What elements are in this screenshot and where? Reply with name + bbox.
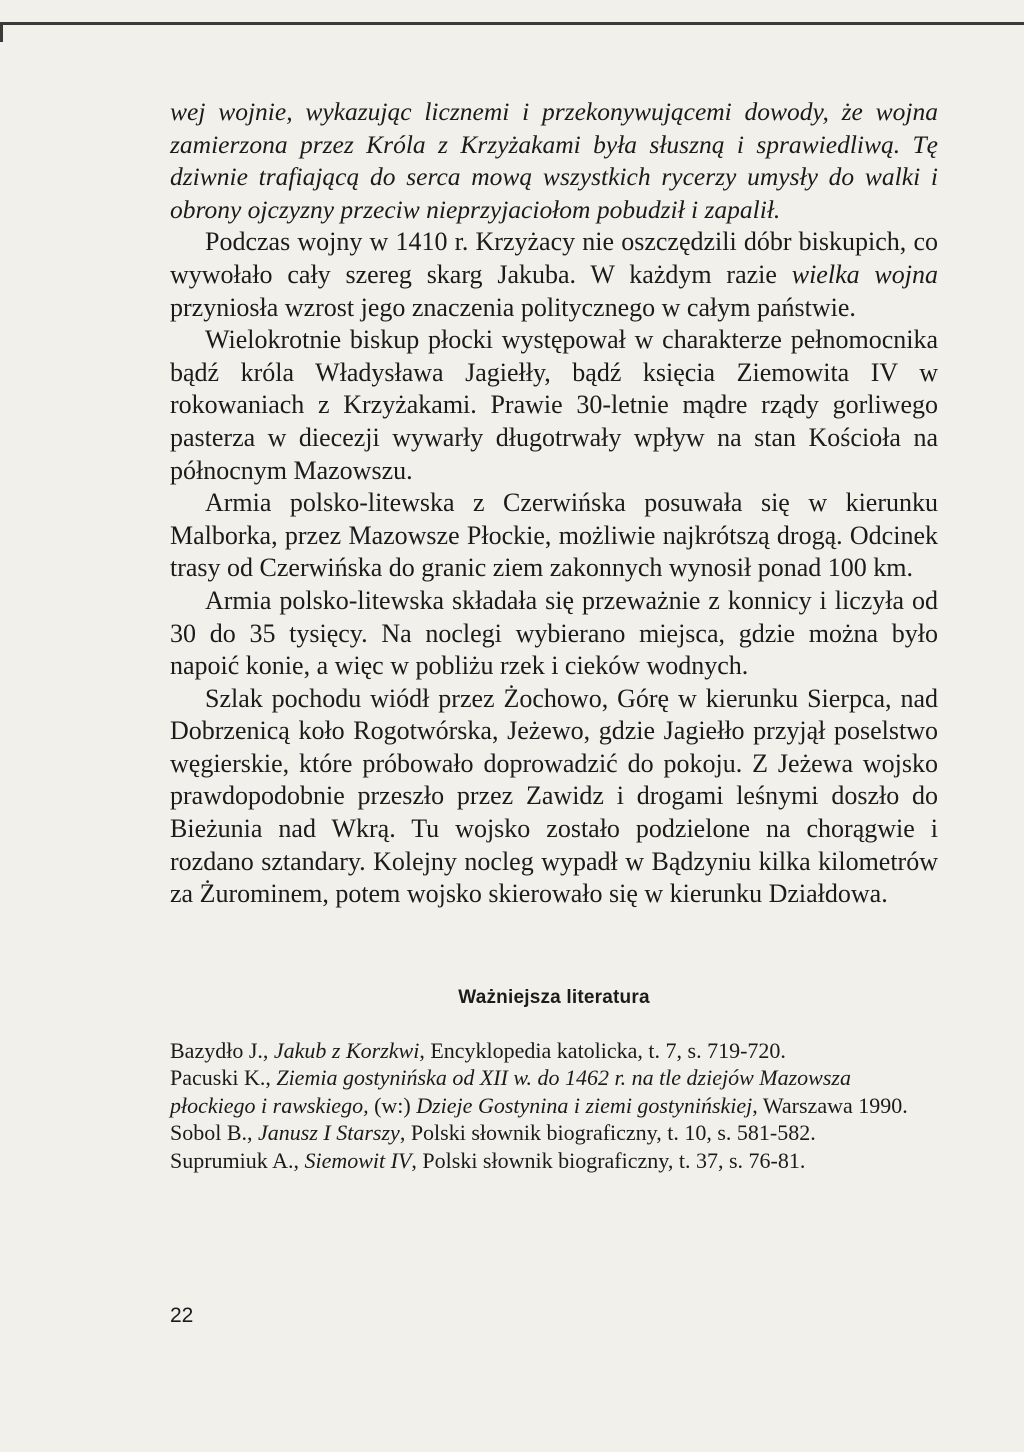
paragraph-5: Armia polsko-litewska składała się przeważnie z konnicy i liczyła od 30 do 35 tysięcy. Na noclegi wybierano miejsca, gdzie można było napoić konie, a więc w pobliżu rzek i cieków wodnych. xyxy=(170,585,938,681)
paragraph-1: wej wojnie, wykazując licznemi i przekonywującemi dowody, że wojna zamierzona przez Króla z Krzyżakami była słuszną i sprawiedliwą. Tę dziwnie trafiającą do serca mową wszystkich rycerzy umysły do walki i obrony ojczyzny przeciw nieprzyjaciołom pobudził i zapalił. xyxy=(170,97,938,224)
bib-title: Siemowit IV xyxy=(304,1147,412,1173)
bib-title: Ziemia gostynińska od XII w. do 1462 r. na tle dziejów Mazowsza płockiego i rawskiego, xyxy=(170,1065,851,1118)
bib-mid: (w:) xyxy=(368,1092,417,1118)
scan-border-left xyxy=(0,22,3,42)
paragraph-3: Wielokrotnie biskup płocki występował w charakterze pełnomocnika bądź króla Władysława Jagiełły, bądź księcia Ziemowita IV w rokowaniach z Krzyżakami. Prawie 30-letnie mądre rządy gorliwego pasterza w diecezji wywarły długotrwały wpływ na stan Kościoła na północnym Mazowszu. xyxy=(170,325,938,485)
paragraph-2-italic: wielka wojna xyxy=(791,259,938,289)
bib-title-2: Dzieje Gostynina i ziemi gostynińskiej xyxy=(416,1092,753,1118)
bibliography-item xyxy=(170,1064,938,1119)
scan-border-top xyxy=(0,22,1024,25)
bib-title: Janusz I Starszy xyxy=(258,1120,400,1146)
bib-title: Jakub z Korzkwi xyxy=(273,1037,420,1063)
page-content xyxy=(170,96,938,1174)
page-number: 22 xyxy=(170,1304,194,1327)
bib-author: Sobol B., xyxy=(170,1120,259,1146)
bibliography-item xyxy=(170,1119,938,1147)
paragraph-2-end: przyniosła wzrost jego znaczenia politycznego w całym państwie. xyxy=(170,292,856,322)
literature-heading: Ważniejsza literatura xyxy=(458,986,650,1008)
paragraph-2 xyxy=(170,226,938,324)
bib-rest: , Polski słownik biograficzny, t. 37, s. 76-81. xyxy=(411,1147,806,1173)
bib-author: Suprumiuk A., xyxy=(170,1147,305,1173)
scan-border xyxy=(0,0,1024,26)
bib-author: Pacuski K., xyxy=(170,1065,277,1091)
bibliography-item xyxy=(170,1147,938,1175)
bibliography-list xyxy=(170,1037,938,1175)
bib-author: Bazydło J., xyxy=(170,1037,274,1063)
bibliography-item xyxy=(170,1037,938,1065)
paragraph-2-start: Podczas wojny w 1410 r. Krzyżacy nie oszczędzili dóbr biskupich, co wywołało cały szereg skarg Jakuba. W każdym razie xyxy=(170,227,938,289)
bib-rest: , Encyklopedia katolicka, t. 7, s. 719-720. xyxy=(419,1037,786,1063)
bib-rest: , Polski słownik biograficzny, t. 10, s. 581-582. xyxy=(399,1120,816,1146)
bib-rest: , Warszawa 1990. xyxy=(752,1092,908,1118)
paragraph-4: Armia polsko-litewska z Czerwińska posuwała się w kierunku Malborka, przez Mazowsze Płockie, możliwie najkrótszą drogą. Odcinek trasy od Czerwińska do granic ziem zakonnych wynosił ponad 100 km. xyxy=(170,488,938,583)
paragraph-6: Szlak pochodu wiódł przez Żochowo, Górę w kierunku Sierpca, nad Dobrzenicą koło Rogotwórska, Jeżewo, gdzie Jagiełło przyjął poselstwo węgierskie, które próbowało doprowadzić do pokoju. Z Jeżewa wojsko prawdopodobnie przeszło przez Zawidz i drogami leśnymi doszło do Bieżunia nad Wkrą. Tu wojsko zostało podzielone na chorągwie i rozdano sztandary. Kolejny nocleg wypadł w Bądzyniu kilka kilometrów za Żurominem, potem wojsko skierowało się w kierunku Działdowa. xyxy=(170,683,938,909)
